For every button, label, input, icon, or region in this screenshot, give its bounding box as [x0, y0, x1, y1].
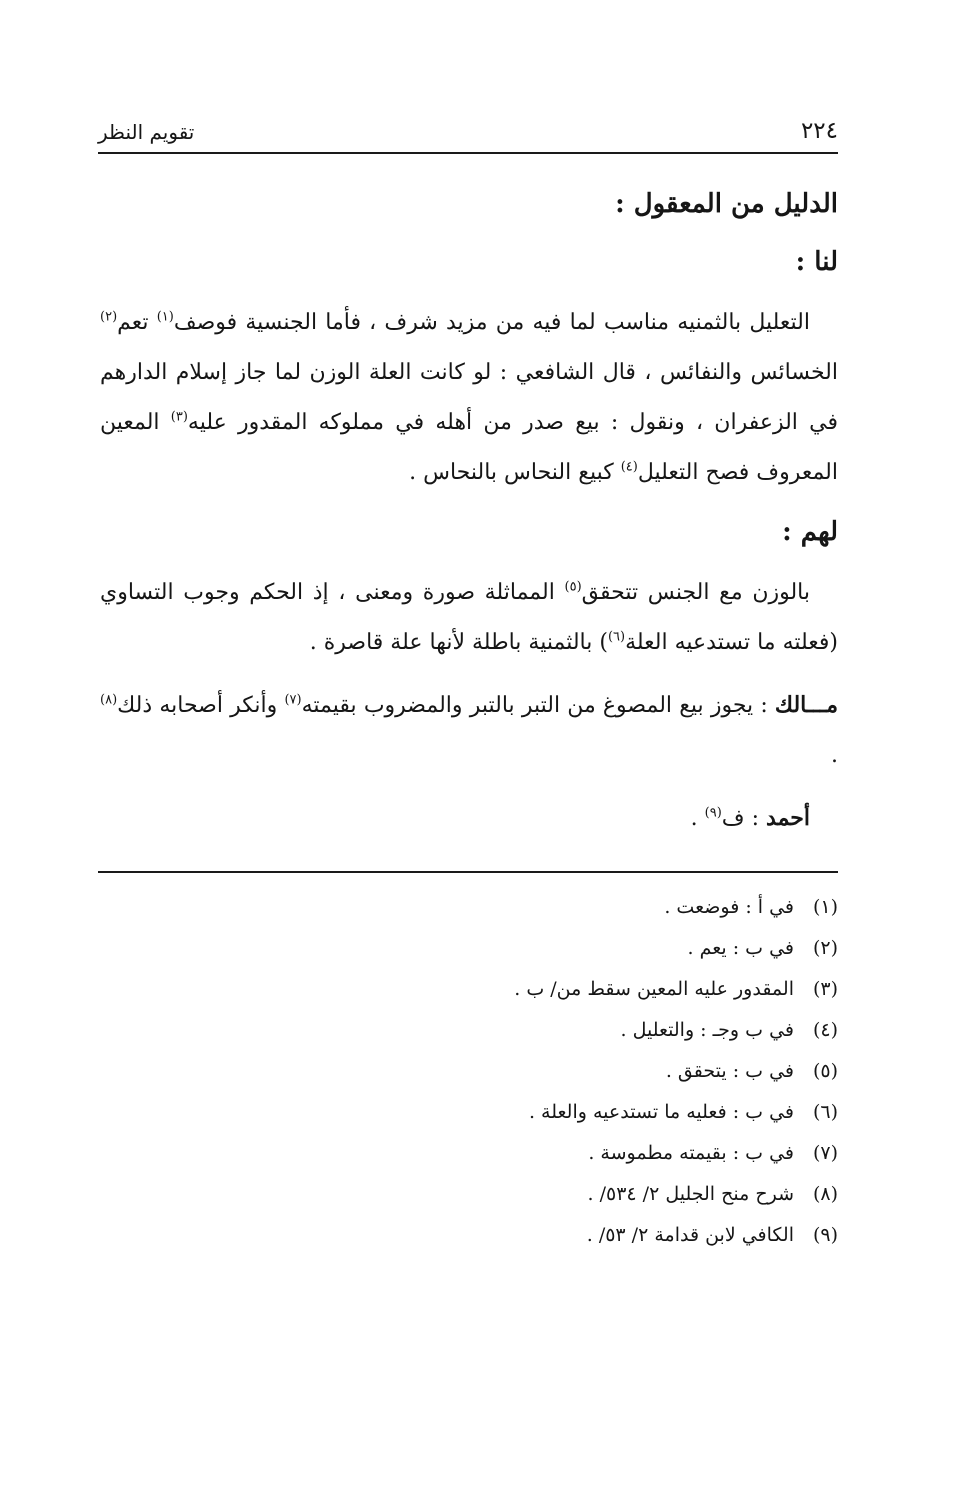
paragraph-text: وأنكر أصحابه ذلك — [117, 693, 285, 718]
footnote-mark: (٥) — [812, 1060, 838, 1082]
footnote-text: في ب : بقيمته مطموسة . — [588, 1142, 794, 1164]
footnote-ref-2[interactable]: (٢) — [100, 309, 118, 325]
footnote-ref-4[interactable]: (٤) — [620, 459, 638, 475]
paragraph-lana — [100, 298, 838, 498]
footnote-text: شرح منح الجليل ٢/ ٥٣٤/ . — [587, 1183, 794, 1205]
lana-heading: لنا : — [795, 247, 838, 277]
paragraph-text: الخسائس والنفائس ، قال الشافعي : لو كانت العلة الوزن لما جاز إسلام الدارهم في الزعفران ، ونقول : بيع صدر من أهله في مملوكه المقدور عليه — [100, 360, 838, 435]
footnote-text: الكافي لابن قدامة ٢/ ٥٣/ . — [586, 1224, 794, 1246]
footnote-item — [100, 887, 838, 928]
ahmad-label: أحمد — [766, 805, 810, 831]
footnote-item — [100, 1051, 838, 1092]
paragraph-text: : يجوز بيع المصوغ من التبر بالتبر والمضروب بقيمته — [301, 693, 775, 718]
footnote-ref-6[interactable]: (٦) — [607, 629, 626, 645]
footnote-text: المقدور عليه المعين سقط من/ ب . — [514, 978, 794, 1000]
paragraph-text: . — [831, 743, 838, 768]
footnote-text: في ب : فعليه ما تستدعيه والعلة . — [528, 1101, 794, 1123]
footnote-mark: (٦) — [812, 1101, 838, 1123]
footnote-ref-3[interactable]: (٣) — [170, 409, 188, 425]
footnote-item — [100, 1215, 838, 1256]
paragraph-lahum — [100, 568, 838, 668]
footnote-text: في ب : يتحقق . — [665, 1060, 794, 1082]
footnote-item — [100, 1133, 838, 1174]
footnote-item — [100, 1010, 838, 1051]
footnote-mark: (٢) — [812, 937, 838, 959]
footnote-ref-1[interactable]: (١) — [156, 309, 174, 325]
footnote-divider — [98, 871, 838, 873]
paragraph-text: كبيع النحاس بالنحاس . — [409, 460, 621, 485]
page-number: ٢٢٤ — [800, 118, 838, 144]
paragraph-text: تعم — [117, 310, 157, 335]
paragraph-text: المعين المعروف فصح التعليل — [100, 410, 838, 485]
lahum-heading: لهم : — [782, 517, 838, 547]
footnote-mark: (٤) — [812, 1019, 838, 1041]
main-heading: الدليل من المعقول : — [615, 189, 838, 219]
paragraph-ahmad — [100, 793, 838, 844]
footnote-mark: (١) — [812, 896, 838, 918]
footnote-item — [100, 1092, 838, 1133]
footnote-ref-9[interactable]: (٩) — [704, 805, 722, 821]
paragraph-text: التعليل بالثمنيه مناسب لما فيه من مزيد شرف ، فأما الجنسية فوصف — [173, 310, 810, 335]
running-header — [98, 112, 838, 154]
paragraph-text: . — [690, 806, 705, 831]
paragraph-malik — [100, 680, 838, 781]
footnote-text: في ب : يعم . — [687, 937, 794, 959]
footnote-ref-7[interactable]: (٧) — [284, 692, 302, 708]
malik-label: مـــالك — [774, 692, 838, 718]
paragraph-text: ) بالثمنية باطلة لأنها علة قاصرة . — [309, 630, 608, 655]
footnote-text: في ب وجـ : والتعليل . — [620, 1019, 794, 1041]
paragraph-text: المماثلة صورة ومعنى ، إذ الحكم وجوب التساوي (فعلته ما تستدعيه العلة — [100, 580, 838, 655]
book-title: تقويم النظر — [98, 120, 195, 144]
footnote-list — [100, 887, 838, 1256]
footnote-mark: (٧) — [812, 1142, 838, 1164]
footnote-ref-8[interactable]: (٨) — [100, 692, 118, 708]
footnote-mark: (٩) — [812, 1224, 838, 1246]
footnote-ref-5[interactable]: (٥) — [564, 579, 582, 595]
footnote-mark: (٨) — [812, 1183, 838, 1205]
paragraph-text: : ف — [721, 806, 767, 831]
body-text — [100, 182, 838, 856]
footnote-mark: (٣) — [812, 978, 838, 1000]
footnote-text: في أ : فوضعت . — [664, 896, 794, 918]
paragraph-text: بالوزن مع الجنس تتحقق — [581, 580, 810, 605]
footnote-item — [100, 969, 838, 1010]
footnote-item — [100, 928, 838, 969]
footnote-item — [100, 1174, 838, 1215]
